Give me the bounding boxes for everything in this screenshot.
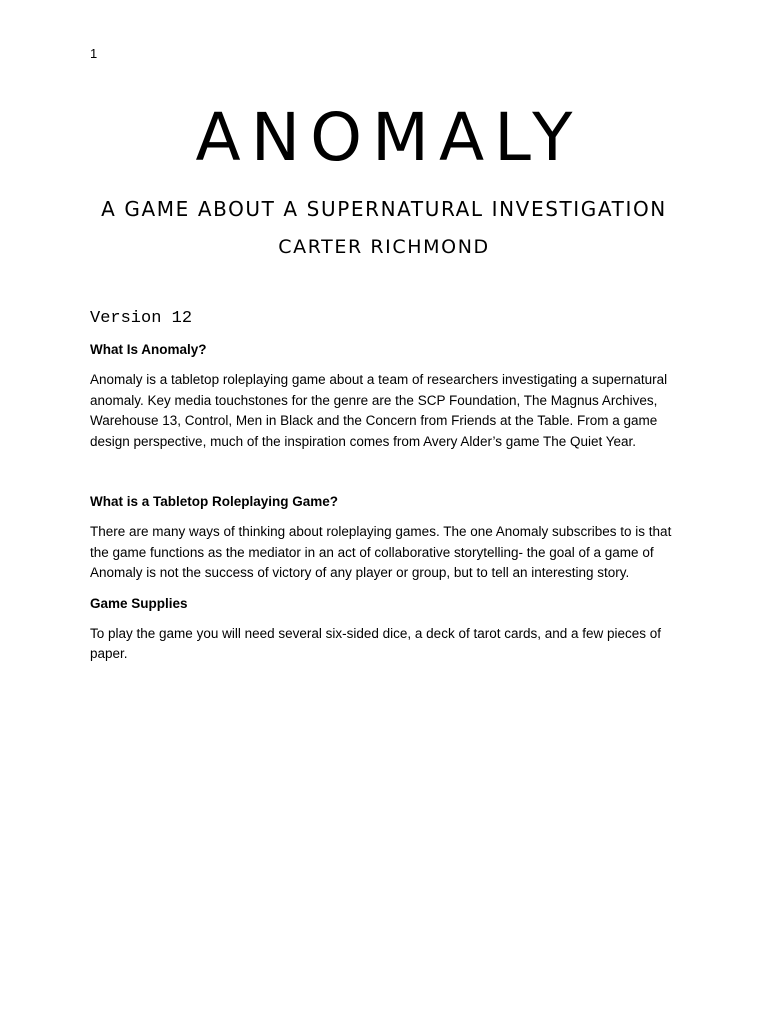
section-heading-what-is-ttrpg: What is a Tabletop Roleplaying Game?: [90, 494, 339, 509]
section-body-what-is-anomaly: Anomaly is a tabletop roleplaying game about a team of researchers investigating a supernatural anomaly. Key media touchstones for the genre are the SCP Foundation, The Magnus Archives, Warehouse 13, Control, Men in Black and the Concern from Friends at the Table. From a game design perspective, much of the inspiration comes from Avery Alder’s game The Quiet Year.: [90, 372, 668, 449]
document-body: [90, 306, 680, 675]
page-number: 1: [90, 46, 98, 61]
section-heading-game-supplies: Game Supplies: [90, 595, 188, 611]
document-author: CARTER RICHMOND: [278, 236, 490, 258]
section-spacer: [90, 462, 680, 492]
document-title: ANOMALY: [195, 99, 583, 176]
version-label: Version 12: [90, 309, 193, 328]
section-body-what-is-ttrpg: There are many ways of thinking about roleplaying games. The one Anomaly subscribes to is that the game functions as the mediator in an act of collaborative storytelling- the goal of a game of Anomaly is not the success of victory of any player or group, but to tell an interesting story.: [90, 524, 672, 580]
section-heading-what-is-anomaly: What Is Anomaly?: [90, 342, 207, 357]
document-subtitle: A GAME ABOUT A SUPERNATURAL INVESTIGATION: [101, 197, 667, 221]
section-body-game-supplies: To play the game you will need several six-sided dice, a deck of tarot cards, and a few pieces of paper.: [90, 625, 662, 661]
